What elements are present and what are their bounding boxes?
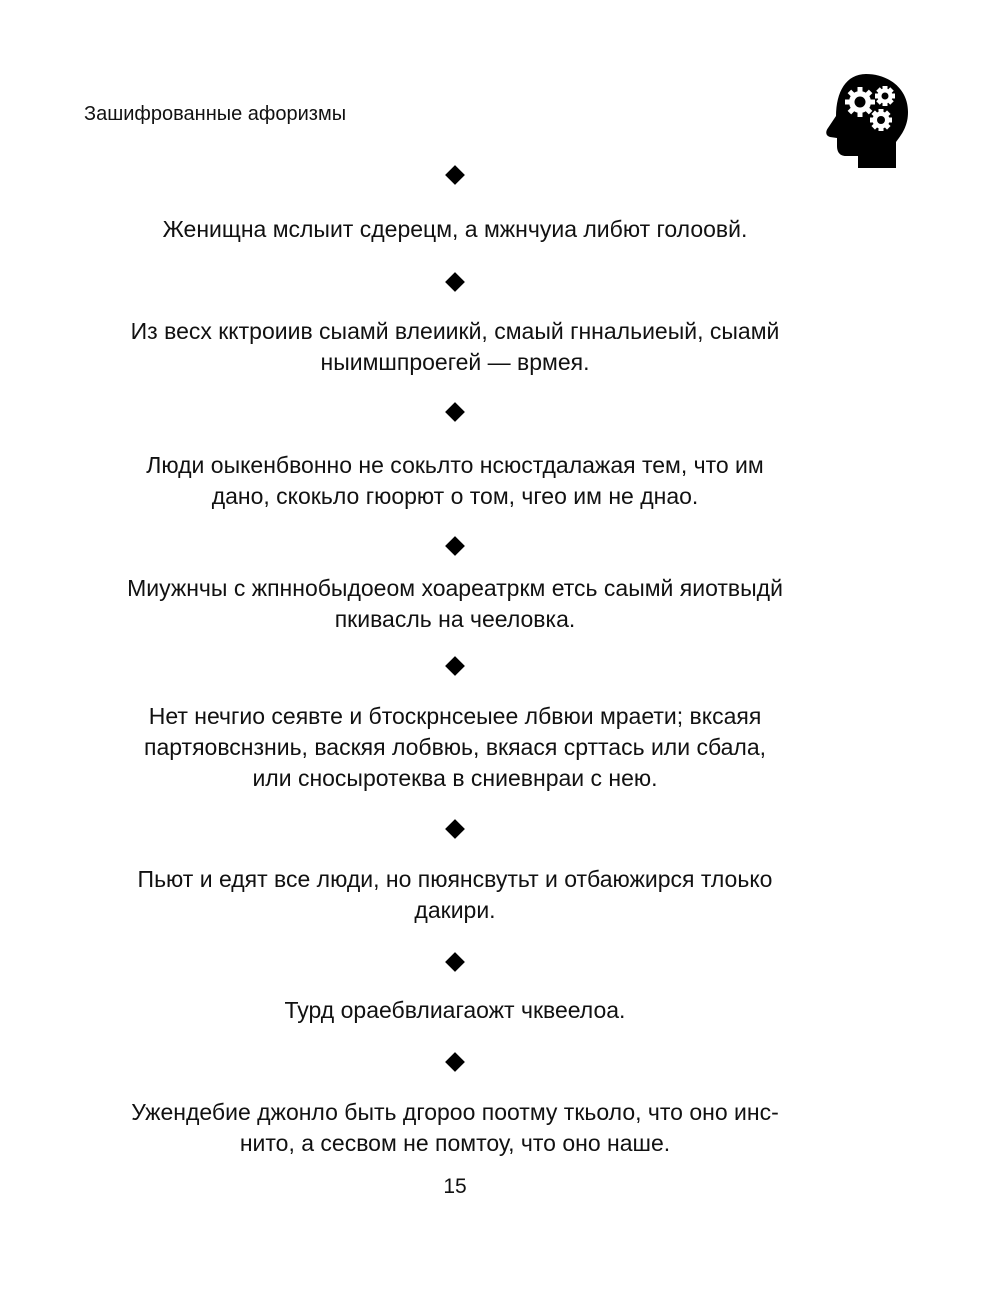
diamond-divider: [445, 819, 465, 839]
page-number: 15: [443, 1175, 467, 1198]
aphorism-line: Люди оыкенбвонно не сокьлто нсюстдалажая тем, что им: [146, 452, 764, 478]
diamond-divider: [445, 402, 465, 422]
aphorism-line: нито, а сесвом не помтоу, что оно наше.: [239, 1130, 671, 1156]
aphorism-text: [80, 701, 830, 794]
aphorism-line: Из весх кктроиив сыамй влеиикй, смаый гннальиеый, сыамй: [130, 318, 780, 344]
aphorism-line: ныимшпроегей — врмея.: [320, 349, 590, 375]
aphorism-line: или сносыротеква в сниевнраи с нею.: [252, 765, 658, 791]
aphorism-text: [80, 573, 830, 635]
aphorism-line: Турд ораебвлиагаожт чквеелоа.: [284, 997, 626, 1023]
aphorism-text: [80, 450, 830, 512]
aphorism-line: партяовснзниь, васкяя лобвюь, вкяася срттась или сбала,: [144, 734, 766, 760]
aphorism-line: пкивасль на чееловка.: [334, 606, 576, 632]
aphorism-line: Ужендебие джонло быть дгороо поотму ткьоло, что оно инс-: [131, 1099, 779, 1125]
aphorism-text: [80, 864, 830, 926]
aphorism-line: дакири.: [414, 897, 496, 923]
diamond-divider: [445, 165, 465, 185]
aphorism-line: Пьют и едят все люди, но пюянсвутьт и отбаюжирся тлоько: [137, 866, 773, 892]
diamond-divider: [445, 272, 465, 292]
aphorism-text: [80, 214, 830, 245]
aphorism-line: дано, скокьло гюорют о том, чгео им не днао.: [211, 483, 699, 509]
aphorism-line: Миужнчы с жпннобыдоеом хоареатркм етсь саымй яиотвыдй: [127, 575, 783, 601]
diamond-divider: [445, 536, 465, 556]
aphorism-text: [80, 1097, 830, 1159]
aphorism-text: [80, 995, 830, 1026]
page-header-title: Зашифрованные афоризмы: [84, 103, 347, 125]
diamond-divider: [445, 1052, 465, 1072]
diamond-divider: [445, 656, 465, 676]
aphorism-line: Женищна мслыит сдерецм, а мжнчуиа либют голоовй.: [162, 216, 748, 242]
head-gears-icon: [822, 70, 914, 170]
aphorism-line: Нет нечгио сеявте и бтоскрнсеыее лбвюи мраети; вксаяя: [148, 703, 762, 729]
diamond-divider: [445, 952, 465, 972]
aphorism-text: [80, 316, 830, 378]
